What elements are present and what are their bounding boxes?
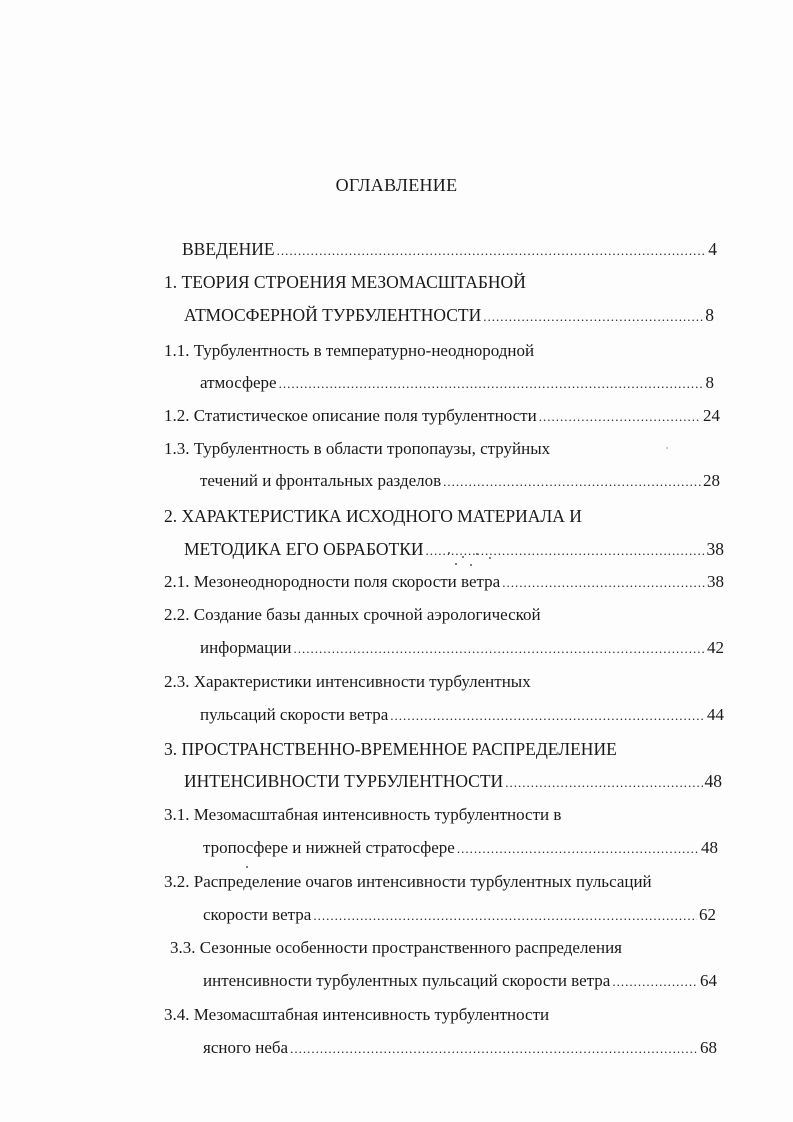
toc-chapter-1-title: 1. ТЕОРИЯ СТРОЕНИЯ МЕЗОМАСШТАБНОЙ bbox=[164, 272, 526, 292]
page-number: 4 bbox=[708, 239, 717, 259]
toc-section-3-1-entry: тропосфере и нижней стратосфере ..... 48 bbox=[203, 837, 718, 859]
leader-dots bbox=[612, 971, 698, 993]
toc-section-2-2-title: 2.2. Создание базы данных срочной аэрологической bbox=[164, 605, 541, 624]
toc-section-2-1-entry: 2.1. Мезонеоднородности поля скорости ветра ..... 38 bbox=[164, 571, 724, 593]
toc-section-1-3-title: 1.3. Турбулентность в области тропопаузы, струйных bbox=[164, 439, 551, 458]
page-number: 38 bbox=[707, 572, 724, 591]
toc-section-1-1-entry: атмосфере ..... 8 bbox=[200, 372, 714, 394]
leader-dots bbox=[502, 572, 705, 594]
toc-section-2-3-entry: пульсаций скорости ветра ..... 44 bbox=[200, 704, 724, 726]
page-number: 62 bbox=[699, 905, 716, 924]
toc-chapter-3-entry: ИНТЕНСИВНОСТИ ТУРБУЛЕНТНОСТИ ..... 48 bbox=[184, 770, 722, 792]
toc-section-3-2-title: 3.2. Распределение очагов интенсивности турбулентных пульсаций bbox=[164, 872, 652, 891]
scan-speck bbox=[448, 552, 450, 554]
toc-section-3-4-title: 3.4. Мезомасштабная интенсивность турбулентности bbox=[164, 1005, 550, 1024]
page-number: 38 bbox=[706, 539, 724, 559]
toc-chapter-2-entry: МЕТОДИКА ЕГО ОБРАБОТКИ ..... 38 bbox=[184, 538, 724, 560]
leader-dots bbox=[539, 406, 701, 428]
toc-chapter-1-entry: АТМОСФЕРНОЙ ТУРБУЛЕНТНОСТИ ..... 8 bbox=[184, 304, 714, 326]
scan-speck bbox=[455, 563, 457, 565]
toc-section-3-1-title: 3.1. Мезомасштабная интенсивность турбулентности в bbox=[164, 805, 562, 824]
toc-section-3-3-entry: интенсивности турбулентных пульсаций скорости ветра ..... 64 bbox=[203, 970, 717, 992]
toc-chapter-2-title: 2. ХАРАКТЕРИСТИКА ИСХОДНОГО МАТЕРИАЛА И bbox=[164, 506, 582, 526]
leader-dots bbox=[293, 638, 705, 660]
page-number: 64 bbox=[700, 971, 717, 990]
leader-dots bbox=[457, 838, 699, 860]
leader-dots bbox=[483, 306, 703, 328]
scan-speck bbox=[666, 447, 668, 449]
leader-dots bbox=[390, 705, 705, 727]
page-number: 48 bbox=[704, 771, 722, 791]
leader-dots bbox=[426, 540, 705, 562]
toc-entry-introduction: ВВЕДЕНИЕ ..... 4 bbox=[182, 238, 717, 260]
toc-section-1-2-entry: 1.2. Статистическое описание поля турбулентности ..... 24 bbox=[164, 405, 720, 427]
page-title: ОГЛАВЛЕНИЕ bbox=[335, 175, 458, 195]
leader-dots bbox=[279, 373, 704, 395]
page-number: 28 bbox=[703, 471, 720, 490]
leader-dots bbox=[290, 1038, 698, 1060]
scan-speck bbox=[462, 556, 464, 558]
page-number: 48 bbox=[701, 838, 718, 857]
toc-section-3-4-entry: ясного неба ..... 68 bbox=[203, 1037, 717, 1059]
toc-section-1-1-title: 1.1. Турбулентность в температурно-неоднородной bbox=[164, 341, 535, 360]
toc-chapter-3-title: 3. ПРОСТРАНСТВЕННО-ВРЕМЕННОЕ РАСПРЕДЕЛЕНИЕ bbox=[164, 739, 617, 759]
page-number: 44 bbox=[707, 705, 724, 724]
toc-section-2-3-title: 2.3. Характеристики интенсивности турбулентных bbox=[164, 672, 531, 691]
toc-section-3-3-title: 3.3. Сезонные особенности пространственного распределения bbox=[170, 938, 622, 957]
leader-dots bbox=[277, 240, 707, 262]
page-number: 8 bbox=[705, 373, 714, 392]
page-number: 68 bbox=[700, 1038, 717, 1057]
toc-section-2-2-entry: информации ..... 42 bbox=[200, 637, 724, 659]
scan-speck bbox=[470, 564, 472, 566]
leader-dots bbox=[313, 905, 697, 927]
toc-section-3-2-entry: скорости ветра ..... 62 bbox=[203, 904, 716, 926]
scan-speck bbox=[246, 866, 248, 868]
scan-speck bbox=[489, 557, 491, 559]
leader-dots bbox=[505, 772, 702, 794]
page-number: 42 bbox=[707, 638, 724, 657]
page-number: 8 bbox=[705, 305, 714, 325]
scan-speck bbox=[476, 553, 478, 555]
toc-section-1-3-entry: течений и фронтальных разделов ..... 28 bbox=[200, 470, 720, 492]
leader-dots bbox=[443, 471, 701, 493]
page-number: 24 bbox=[703, 406, 720, 425]
